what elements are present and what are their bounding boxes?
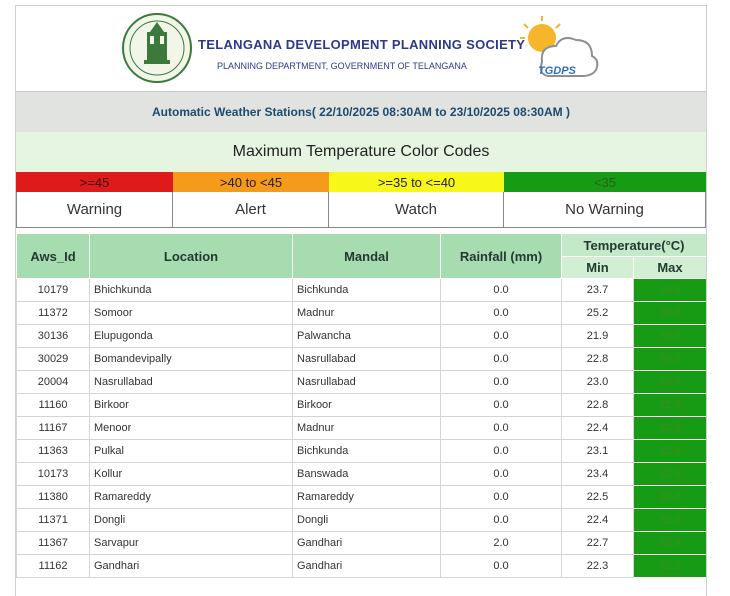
cell-location: Bomandevipally: [90, 348, 293, 371]
cell-location: Pulkal: [90, 440, 293, 463]
code-label-warning: Warning: [16, 192, 173, 227]
code-label-no-warning: No Warning: [504, 192, 706, 227]
header-banner: [16, 6, 706, 91]
col-header-max[interactable]: Max: [634, 257, 707, 279]
department-name: PLANNING DEPARTMENT, GOVERNMENT OF TELANGANA: [217, 61, 467, 71]
cell-max-temp: 33.6: [634, 302, 707, 325]
cell-location: Kollur: [90, 463, 293, 486]
cell-location: Somoor: [90, 302, 293, 325]
col-header-temperature: Temperature(°C): [562, 234, 707, 257]
table-row: [17, 440, 707, 463]
cell-aws-id: 11160: [17, 394, 90, 417]
cell-min-temp: 22.8: [562, 394, 634, 417]
cell-location: Dongli: [90, 509, 293, 532]
cell-max-temp: 32.2: [634, 555, 707, 578]
cell-location: Sarvapur: [90, 532, 293, 555]
cell-aws-id: 10179: [17, 279, 90, 302]
cell-rainfall: 0.0: [441, 440, 562, 463]
cell-mandal: Ramareddy: [293, 486, 441, 509]
cell-max-temp: 32.4: [634, 532, 707, 555]
table-row: [17, 417, 707, 440]
cell-max-temp: 32.8: [634, 440, 707, 463]
code-range-warning: >=45: [16, 172, 173, 192]
cell-min-temp: 22.8: [562, 348, 634, 371]
cell-max-temp: 33.0: [634, 348, 707, 371]
cell-mandal: Bichkunda: [293, 279, 441, 302]
cell-min-temp: 22.7: [562, 532, 634, 555]
cell-location: Ramareddy: [90, 486, 293, 509]
cell-rainfall: 0.0: [441, 394, 562, 417]
cell-min-temp: 22.5: [562, 486, 634, 509]
cell-aws-id: 10173: [17, 463, 90, 486]
cell-min-temp: 23.4: [562, 463, 634, 486]
col-header-min[interactable]: Min: [562, 257, 634, 279]
cell-min-temp: 23.1: [562, 440, 634, 463]
cell-aws-id: 11167: [17, 417, 90, 440]
cell-max-temp: 32.8: [634, 417, 707, 440]
col-header-rainfall[interactable]: Rainfall (mm): [441, 234, 562, 279]
cell-min-temp: 23.7: [562, 279, 634, 302]
cell-rainfall: 0.0: [441, 486, 562, 509]
table-row: [17, 463, 707, 486]
cell-mandal: Nasrullabad: [293, 348, 441, 371]
cell-max-temp: 32.8: [634, 486, 707, 509]
table-row: [17, 279, 707, 302]
cell-rainfall: 0.0: [441, 279, 562, 302]
code-label-watch: Watch: [329, 192, 504, 227]
cell-mandal: Bichkunda: [293, 440, 441, 463]
cell-max-temp: 33.8: [634, 279, 707, 302]
color-codes-legend: [16, 172, 706, 230]
table-body: [17, 279, 707, 578]
table-row: [17, 486, 707, 509]
table-row: [17, 302, 707, 325]
cell-rainfall: 0.0: [441, 463, 562, 486]
cell-rainfall: 0.0: [441, 325, 562, 348]
col-header-location[interactable]: Location: [90, 234, 293, 279]
cell-min-temp: 22.4: [562, 417, 634, 440]
cell-rainfall: 0.0: [441, 555, 562, 578]
cell-location: Menoor: [90, 417, 293, 440]
cell-min-temp: 21.9: [562, 325, 634, 348]
cell-min-temp: 25.2: [562, 302, 634, 325]
cell-rainfall: 2.0: [441, 532, 562, 555]
cell-mandal: Banswada: [293, 463, 441, 486]
color-codes-title: Maximum Temperature Color Codes: [16, 132, 706, 172]
page-frame: [15, 5, 707, 596]
cell-mandal: Madnur: [293, 302, 441, 325]
cell-mandal: Gandhari: [293, 532, 441, 555]
station-period-bar: Automatic Weather Stations( 22/10/2025 08:30AM to 23/10/2025 08:30AM ): [16, 91, 706, 133]
org-name: TELANGANA DEVELOPMENT PLANNING SOCIETY: [198, 37, 526, 52]
cell-location: Elupugonda: [90, 325, 293, 348]
code-range-no-warning: <35: [504, 172, 706, 192]
cell-location: Nasrullabad: [90, 371, 293, 394]
cell-min-temp: 22.4: [562, 509, 634, 532]
cell-aws-id: 11371: [17, 509, 90, 532]
cell-aws-id: 11363: [17, 440, 90, 463]
table-row: [17, 348, 707, 371]
code-range-watch: >=35 to <=40: [329, 172, 504, 192]
cell-mandal: Gandhari: [293, 555, 441, 578]
table-row: [17, 532, 707, 555]
cell-mandal: Madnur: [293, 417, 441, 440]
cell-rainfall: 0.0: [441, 509, 562, 532]
cell-rainfall: 0.0: [441, 417, 562, 440]
cell-min-temp: 23.0: [562, 371, 634, 394]
cell-max-temp: 33.0: [634, 371, 707, 394]
table-row: [17, 325, 707, 348]
table-row: [17, 555, 707, 578]
cell-max-temp: 32.8: [634, 394, 707, 417]
logo-text: TGDPS: [538, 65, 576, 77]
cell-aws-id: 11372: [17, 302, 90, 325]
cell-location: Birkoor: [90, 394, 293, 417]
cell-aws-id: 11380: [17, 486, 90, 509]
cell-rainfall: 0.0: [441, 371, 562, 394]
cell-aws-id: 30029: [17, 348, 90, 371]
cell-rainfall: 0.0: [441, 348, 562, 371]
cell-aws-id: 30136: [17, 325, 90, 348]
table-row: [17, 371, 707, 394]
cell-max-temp: 32.5: [634, 509, 707, 532]
cell-aws-id: 11367: [17, 532, 90, 555]
code-label-alert: Alert: [173, 192, 329, 227]
cell-aws-id: 11162: [17, 555, 90, 578]
cell-mandal: Birkoor: [293, 394, 441, 417]
cell-mandal: Dongli: [293, 509, 441, 532]
cell-mandal: Nasrullabad: [293, 371, 441, 394]
cell-location: Gandhari: [90, 555, 293, 578]
code-range-alert: >40 to <45: [173, 172, 329, 192]
col-header-mandal[interactable]: Mandal: [293, 234, 441, 279]
cell-mandal: Palwancha: [293, 325, 441, 348]
telangana-emblem-icon: [122, 10, 192, 86]
cell-max-temp: 33.5: [634, 325, 707, 348]
col-header-aws-id[interactable]: Aws_Id: [17, 234, 90, 279]
cell-max-temp: 32.8: [634, 463, 707, 486]
weather-data-table: [16, 233, 706, 578]
cell-location: Bhichkunda: [90, 279, 293, 302]
cell-aws-id: 20004: [17, 371, 90, 394]
weather-logo-icon: [512, 12, 602, 90]
cell-min-temp: 22.3: [562, 555, 634, 578]
cell-rainfall: 0.0: [441, 302, 562, 325]
table-row: [17, 394, 707, 417]
table-row: [17, 509, 707, 532]
